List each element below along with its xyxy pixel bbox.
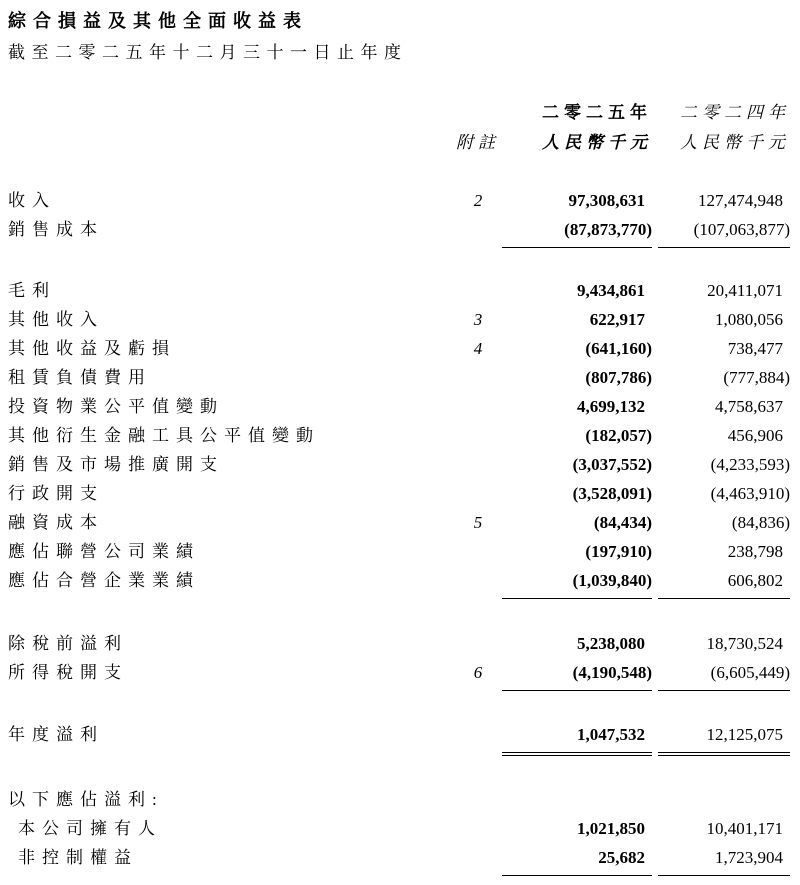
row-value-2024: 1,723,904	[658, 843, 790, 876]
row-value-2025: (182,057)	[585, 426, 652, 445]
table-header-years	[8, 98, 790, 128]
row-value-2025: 1,047,532	[502, 720, 652, 756]
page-title: 綜合損益及其他全面收益表	[8, 11, 308, 31]
row-value-2024: (4,463,910)	[710, 484, 790, 503]
row-value-2025: 622,917	[589, 310, 645, 329]
row-value-2024: 606,802	[658, 566, 790, 599]
row-spacer	[8, 691, 790, 720]
row-value-2024: 238,798	[727, 542, 783, 561]
statement-line-row	[8, 508, 790, 537]
row-value-2025: (641,160)	[585, 339, 652, 358]
row-note-reference: 2	[473, 191, 483, 210]
row-label: 銷售及市場推廣開支	[8, 455, 224, 474]
column-header-notes: 附註	[456, 133, 500, 152]
row-spacer	[8, 756, 790, 785]
statement-line-row	[8, 186, 790, 215]
statement-line-row	[8, 843, 790, 876]
row-value-2025: 9,434,861	[577, 281, 645, 300]
row-spacer	[8, 248, 790, 276]
row-value-2025: (1,039,840)	[502, 566, 652, 599]
row-value-2024: (4,233,593)	[710, 455, 790, 474]
statement-line-row	[8, 334, 790, 363]
row-value-2025: (3,037,552)	[572, 455, 652, 474]
row-value-2025: 97,308,631	[568, 191, 645, 210]
row-label: 行政開支	[8, 484, 104, 503]
row-note-reference: 4	[473, 339, 483, 358]
statement-line-row	[8, 479, 790, 508]
row-value-2025: (87,873,770)	[502, 215, 652, 248]
statement-line-row	[8, 421, 790, 450]
statement-line-row	[8, 814, 790, 843]
row-label: 其他衍生金融工具公平值變動	[8, 426, 320, 445]
row-value-2025: (84,434)	[593, 513, 652, 532]
statement-line-row	[8, 537, 790, 566]
statement-line-row	[8, 658, 790, 691]
row-label: 投資物業公平值變動	[8, 397, 224, 416]
column-header-year-2024: 二零二四年	[680, 103, 790, 122]
row-value-2025: (197,910)	[585, 542, 652, 561]
header-body-gap	[8, 158, 790, 186]
statement-line-row	[8, 450, 790, 479]
row-label: 融資成本	[8, 513, 104, 532]
row-label: 年度溢利	[8, 725, 104, 744]
row-value-2025: 4,699,132	[577, 397, 645, 416]
row-value-2024: 4,758,637	[715, 397, 783, 416]
row-value-2025: (4,190,548)	[502, 658, 652, 691]
row-value-2024: (107,063,877)	[658, 215, 790, 248]
statement-line-row	[8, 215, 790, 248]
row-label: 租賃負債費用	[8, 368, 152, 387]
section-header-row	[8, 785, 790, 814]
row-label: 銷售成本	[8, 220, 104, 239]
row-value-2025: (3,528,091)	[572, 484, 652, 503]
row-label: 應佔聯營公司業績	[8, 542, 200, 561]
row-label: 其他收入	[8, 310, 104, 329]
table-header-units	[8, 128, 790, 158]
row-value-2025: 1,021,850	[577, 819, 645, 838]
column-header-unit-2025: 人民幣千元	[542, 133, 652, 152]
row-value-2024: 10,401,171	[706, 819, 783, 838]
row-value-2025: 5,238,080	[577, 634, 645, 653]
table-rows	[8, 186, 790, 876]
row-spacer	[8, 599, 790, 629]
row-note-reference: 5	[473, 513, 483, 532]
row-label: 以下應佔溢利:	[8, 790, 164, 809]
column-header-unit-2024: 人民幣千元	[680, 133, 790, 152]
row-label: 非控制權益	[18, 848, 138, 867]
statement-line-row	[8, 720, 790, 756]
row-value-2024: (777,884)	[723, 368, 790, 387]
statement-line-row	[8, 305, 790, 334]
statement-line-row	[8, 276, 790, 305]
row-value-2024: 12,125,075	[658, 720, 790, 756]
statement-line-row	[8, 566, 790, 599]
row-label: 應佔合營企業業績	[8, 571, 200, 590]
statement-line-row	[8, 363, 790, 392]
row-value-2025: (807,786)	[585, 368, 652, 387]
row-label: 本公司擁有人	[18, 819, 162, 838]
row-value-2024: (84,836)	[731, 513, 790, 532]
row-value-2025: 25,682	[502, 843, 652, 876]
row-label: 其他收益及虧損	[8, 339, 176, 358]
row-value-2024: (6,605,449)	[658, 658, 790, 691]
row-value-2024: 18,730,524	[706, 634, 783, 653]
row-label: 除稅前溢利	[8, 634, 128, 653]
row-label: 毛利	[8, 281, 56, 300]
statement-line-row	[8, 629, 790, 658]
statement-line-row	[8, 392, 790, 421]
row-value-2024: 127,474,948	[698, 191, 783, 210]
row-note-reference: 3	[473, 310, 483, 329]
row-value-2024: 738,477	[727, 339, 783, 358]
row-label: 收入	[8, 191, 56, 210]
row-label: 所得稅開支	[8, 663, 128, 682]
row-value-2024: 20,411,071	[707, 281, 783, 300]
column-header-year-2025: 二零二五年	[542, 103, 652, 122]
page-subtitle: 截至二零二五年十二月三十一日止年度	[8, 43, 408, 62]
row-value-2024: 456,906	[727, 426, 783, 445]
row-value-2024: 1,080,056	[715, 310, 783, 329]
row-note-reference: 6	[473, 663, 483, 682]
